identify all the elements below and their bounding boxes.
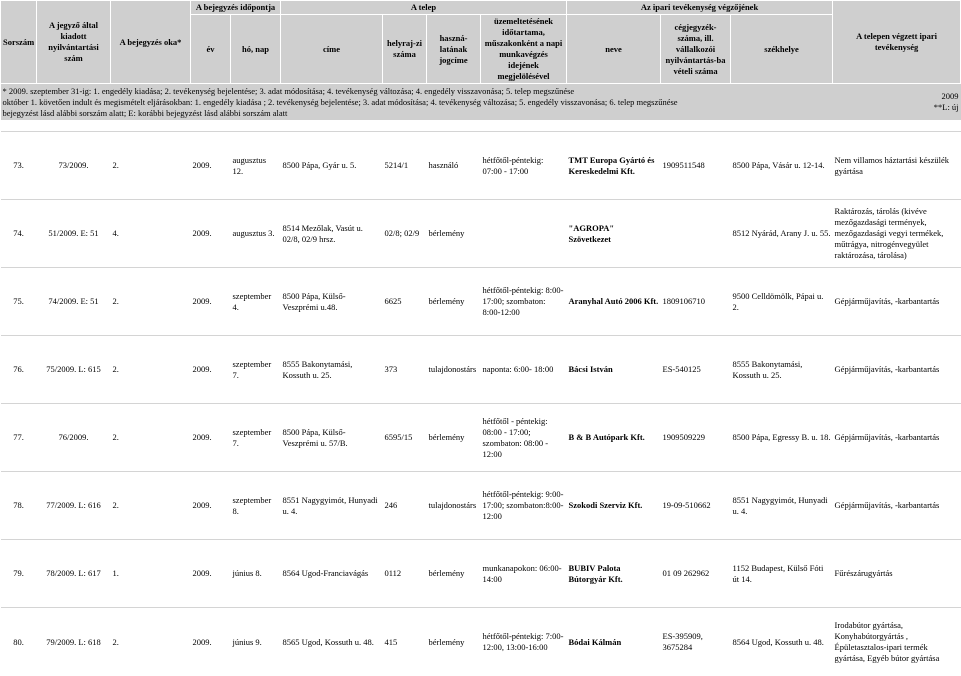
- cell-ev: 2009.: [191, 404, 231, 472]
- col-hasznalat-jogcime: haszná-latának jogcíme: [427, 15, 481, 84]
- cell-tevekenyseg: Gépjárműjavítás, -karbantartás: [833, 336, 961, 404]
- cell-uzemeltetesi-ido: naponta: 6:00- 18:00: [481, 336, 567, 404]
- cell-uzemeltetesi-ido: hétfőtől-péntekig: 7:00-12:00, 13:00-16:00: [481, 608, 567, 676]
- footnote-text: [1, 84, 833, 120]
- cell-bejegyzes-oka: 2.: [111, 472, 191, 540]
- cell-vegzo-neve: B & B Autópark Kft.: [567, 404, 661, 472]
- cell-tevekenyseg: Raktározás, tárolás (kivéve mezőgazdasági termények, mezőgazdasági vegyi termékek, műtrágya, nitrogénvegyület raktározása, tárolása): [833, 200, 961, 268]
- table-row: [1, 336, 961, 404]
- cell-bejegyzes-oka: 2.: [111, 268, 191, 336]
- cell-szekhely: 8500 Pápa, Vásár u. 12-14.: [731, 132, 833, 200]
- cell-ho-nap: augusztus 3.: [231, 200, 281, 268]
- cell-hasznalat-jogcime: bérlemény: [427, 404, 481, 472]
- cell-tevekenyseg: Nem villamos háztartási készülék gyártása: [833, 132, 961, 200]
- cell-nyilvantartasi-szam: 79/2009. L: 618: [37, 608, 111, 676]
- cell-helyrajzi-szam: 0112: [383, 540, 427, 608]
- cell-nyilvantartasi-szam: 74/2009. E: 51: [37, 268, 111, 336]
- cell-nyilvantartasi-szam: 51/2009. E: 51: [37, 200, 111, 268]
- group-bejegyzes-idopontja: A bejegyzés időpontja: [191, 1, 281, 15]
- cell-helyrajzi-szam: 373: [383, 336, 427, 404]
- cell-vegzo-neve: "AGROPA" Szövetkezet: [567, 200, 661, 268]
- cell-helyrajzi-szam: 246: [383, 472, 427, 540]
- footnote-side: [833, 84, 961, 120]
- footnote-line-2: október 1. követően indult és megismételt eljárásokban: 1. engedély kiadása ; 2. tevékenység bejelentése; 3. adat módosítása; 4. tevékenység változása; 5. engedély visszavonása; 6. telep megszűnése: [2, 96, 678, 107]
- cell-tevekenyseg: Fűrészárugyártás: [833, 540, 961, 608]
- cell-tevekenyseg: Irodabútor gyártása, Konyhabútorgyártás , Épületasztalos-ipari termék gyártása, Egyéb bútor gyártása: [833, 608, 961, 676]
- table-row: [1, 540, 961, 608]
- cell-bejegyzes-oka: 1.: [111, 540, 191, 608]
- cell-ev: 2009.: [191, 540, 231, 608]
- cell-helyrajzi-szam: 6595/15: [383, 404, 427, 472]
- cell-ev: 2009.: [191, 200, 231, 268]
- col-uzemeltetes: üzemeltetésének időtartama, műszakonként a napi munkavégzés idejének megjelölésével: [481, 15, 567, 84]
- cell-nyilvantartasi-szam: 78/2009. L: 617: [37, 540, 111, 608]
- cell-telep-cime: 8500 Pápa, Külső-Veszprémi u.48.: [281, 268, 383, 336]
- cell-vegzo-neve: Bácsi István: [567, 336, 661, 404]
- cell-szekhely: 8500 Pápa, Egressy B. u. 18.: [731, 404, 833, 472]
- footnote-line-1: * 2009. szeptember 31-ig: 1. engedély kiadása; 2. tevékenység bejelentése; 3. adat módosítása; 4. tevékenység változása; 4. engedély visszavonása; 5. telep megszűnése: [2, 85, 575, 96]
- cell-cegjegyzekszam: [661, 200, 731, 268]
- cell-nyilvantartasi-szam: 76/2009.: [37, 404, 111, 472]
- cell-vegzo-neve: Aranyhal Autó 2006 Kft.: [567, 268, 661, 336]
- cell-helyrajzi-szam: 5214/1: [383, 132, 427, 200]
- header-group-row: [1, 1, 961, 15]
- cell-bejegyzes-oka: 2.: [111, 404, 191, 472]
- table-row: [1, 608, 961, 676]
- cell-telep-cime: 8564 Ugod-Franciavágás: [281, 540, 383, 608]
- cell-ev: 2009.: [191, 608, 231, 676]
- footnote-line-3: bejegyzést lásd alábbi sorszám alatt; E: korábbi bejegyzést lásd alábbi sorszám alatt: [2, 107, 288, 118]
- footnote-row: [1, 84, 961, 120]
- spacer-row: [1, 120, 961, 132]
- cell-hasznalat-jogcime: bérlemény: [427, 608, 481, 676]
- cell-telep-cime: 8500 Pápa, Gyár u. 5.: [281, 132, 383, 200]
- cell-ho-nap: június 9.: [231, 608, 281, 676]
- cell-hasznalat-jogcime: tulajdonostárs: [427, 336, 481, 404]
- cell-sorszam: 77.: [1, 404, 37, 472]
- table-row: [1, 472, 961, 540]
- cell-bejegyzes-oka: 2.: [111, 336, 191, 404]
- cell-uzemeltetesi-ido: munkanapokon: 06:00-14:00: [481, 540, 567, 608]
- col-ho-nap: hó, nap: [231, 15, 281, 84]
- cell-szekhely: 1152 Budapest, Külső Fóti út 14.: [731, 540, 833, 608]
- cell-vegzo-neve: Bódai Kálmán: [567, 608, 661, 676]
- cell-telep-cime: 8514 Mezőlak, Vasút u. 02/8, 02/9 hrsz.: [281, 200, 383, 268]
- table-row: [1, 132, 961, 200]
- table-row: [1, 404, 961, 472]
- cell-hasznalat-jogcime: bérlemény: [427, 268, 481, 336]
- register-body: [1, 132, 961, 676]
- cell-cegjegyzekszam: 1809106710: [661, 268, 731, 336]
- cell-cegjegyzekszam: ES-395909, 3675284: [661, 608, 731, 676]
- cell-tevekenyseg: Gépjárműjavítás, -karbantartás: [833, 472, 961, 540]
- table-row: [1, 268, 961, 336]
- cell-tevekenyseg: Gépjárműjavítás, -karbantartás: [833, 404, 961, 472]
- col-sorszam: Sorszám: [1, 1, 37, 84]
- cell-nyilvantartasi-szam: 77/2009. L: 616: [37, 472, 111, 540]
- col-helyrajzi-szam: helyraj-zi száma: [383, 15, 427, 84]
- col-cegjegyzekszam: cégjegyzék-száma, ill. vállalkozói nyilvántartás-ba vételi száma: [661, 15, 731, 84]
- cell-sorszam: 76.: [1, 336, 37, 404]
- col-szekhelye: székhelye: [731, 15, 833, 84]
- cell-sorszam: 74.: [1, 200, 37, 268]
- cell-cegjegyzekszam: 01 09 262962: [661, 540, 731, 608]
- col-tevekenyseg: A telepen végzett ipari tevékenység: [833, 1, 961, 84]
- cell-szekhely: 8512 Nyárád, Arany J. u. 55.: [731, 200, 833, 268]
- cell-cegjegyzekszam: 1909511548: [661, 132, 731, 200]
- cell-cegjegyzekszam: 19-09-510662: [661, 472, 731, 540]
- col-bejegyzes-oka: A bejegyzés oka*: [111, 1, 191, 84]
- cell-hasznalat-jogcime: tulajdonostárs: [427, 472, 481, 540]
- cell-uzemeltetesi-ido: [481, 200, 567, 268]
- footnote-year: 2009: [941, 91, 959, 102]
- cell-bejegyzes-oka: 2.: [111, 608, 191, 676]
- cell-hasznalat-jogcime: bérlemény: [427, 540, 481, 608]
- cell-bejegyzes-oka: 2.: [111, 132, 191, 200]
- cell-cegjegyzekszam: 1909509229: [661, 404, 731, 472]
- col-cime: címe: [281, 15, 383, 84]
- col-neve: neve: [567, 15, 661, 84]
- cell-sorszam: 80.: [1, 608, 37, 676]
- cell-ev: 2009.: [191, 336, 231, 404]
- cell-vegzo-neve: BUBIV Palota Bútorgyár Kft.: [567, 540, 661, 608]
- cell-vegzo-neve: TMT Europa Gyártó és Kereskedelmi Kft.: [567, 132, 661, 200]
- cell-sorszam: 78.: [1, 472, 37, 540]
- cell-ev: 2009.: [191, 132, 231, 200]
- cell-ev: 2009.: [191, 268, 231, 336]
- cell-ho-nap: szeptember 7.: [231, 404, 281, 472]
- cell-uzemeltetesi-ido: hétfőtől-péntekig: 07:00 - 17:00: [481, 132, 567, 200]
- cell-telep-cime: 8565 Ugod, Kossuth u. 48.: [281, 608, 383, 676]
- cell-helyrajzi-szam: 415: [383, 608, 427, 676]
- cell-ho-nap: augusztus 12.: [231, 132, 281, 200]
- cell-telep-cime: 8500 Pápa, Külső-Veszprémi u. 57/B.: [281, 404, 383, 472]
- cell-vegzo-neve: Szokodi Szerviz Kft.: [567, 472, 661, 540]
- cell-hasznalat-jogcime: használó: [427, 132, 481, 200]
- cell-uzemeltetesi-ido: hétfőtől - péntekig: 08:00 - 17:00; szombaton: 08:00 - 12:00: [481, 404, 567, 472]
- col-nyilvantartasi-szam: A jegyző által kiadott nyilvántartási szám: [37, 1, 111, 84]
- cell-uzemeltetesi-ido: hétfőtől-péntekig: 8:00-17:00; szombaton: 8:00-12:00: [481, 268, 567, 336]
- cell-szekhely: 9500 Celldömölk, Pápai u. 2.: [731, 268, 833, 336]
- cell-telep-cime: 8555 Bakonytamási, Kossuth u. 25.: [281, 336, 383, 404]
- cell-szekhely: 8555 Bakonytamási, Kossuth u. 25.: [731, 336, 833, 404]
- cell-bejegyzes-oka: 4.: [111, 200, 191, 268]
- cell-szekhely: 8551 Nagygyimót, Hunyadi u. 4.: [731, 472, 833, 540]
- cell-cegjegyzekszam: ES-540125: [661, 336, 731, 404]
- cell-helyrajzi-szam: 02/8; 02/9: [383, 200, 427, 268]
- cell-hasznalat-jogcime: bérlemény: [427, 200, 481, 268]
- cell-nyilvantartasi-szam: 73/2009.: [37, 132, 111, 200]
- table-row: [1, 200, 961, 268]
- cell-ho-nap: június 8.: [231, 540, 281, 608]
- cell-ho-nap: szeptember 4.: [231, 268, 281, 336]
- cell-helyrajzi-szam: 6625: [383, 268, 427, 336]
- cell-uzemeltetesi-ido: hétfőtől-péntekig: 9:00-17:00; szombaton:8:00-12:00: [481, 472, 567, 540]
- cell-nyilvantartasi-szam: 75/2009. L: 615: [37, 336, 111, 404]
- cell-sorszam: 75.: [1, 268, 37, 336]
- cell-ev: 2009.: [191, 472, 231, 540]
- cell-telep-cime: 8551 Nagygyimót, Hunyadi u. 4.: [281, 472, 383, 540]
- footnote-new-mark: **L: új: [933, 102, 959, 113]
- cell-ho-nap: szeptember 8.: [231, 472, 281, 540]
- cell-sorszam: 79.: [1, 540, 37, 608]
- group-telep: A telep: [281, 1, 567, 15]
- cell-ho-nap: szeptember 7.: [231, 336, 281, 404]
- cell-szekhely: 8564 Ugod, Kossuth u. 48.: [731, 608, 833, 676]
- cell-tevekenyseg: Gépjárműjavítás, -karbantartás: [833, 268, 961, 336]
- cell-sorszam: 73.: [1, 132, 37, 200]
- group-ipari-tevekenyseg-vegzoje: Az ipari tevékenység végzőjének: [567, 1, 833, 15]
- col-ev: év: [191, 15, 231, 84]
